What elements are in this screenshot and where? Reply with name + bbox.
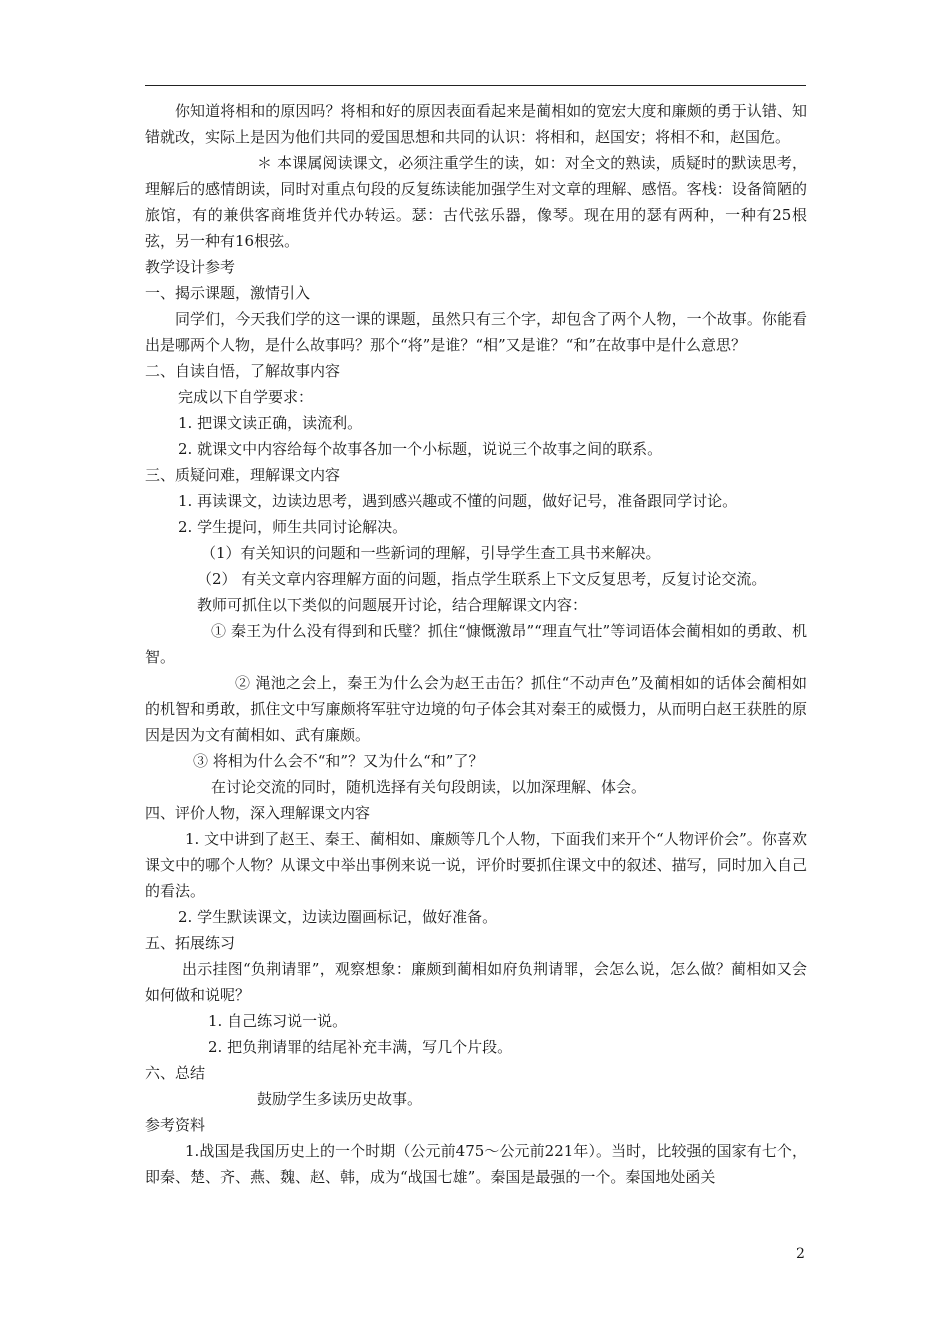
heading-5: 五、拓展练习 xyxy=(145,934,236,952)
question-item: ① 秦王为什么没有得到和氏璧？抓住“慷慨激昂”“理直气壮”等词语体会蔺相如的勇敢、机智。 xyxy=(145,622,807,666)
heading-1: 一、揭示课题，激情引入 xyxy=(145,284,311,302)
header-rule xyxy=(145,85,806,86)
heading-4: 四、评价人物，深入理解课文内容 xyxy=(145,804,371,822)
list-item: 2. 就课文中内容给每个故事各加一个小标题，说说三个故事之间的联系。 xyxy=(178,440,663,458)
list-item: 2. 学生默读课文，边读边圈画标记，做好准备。 xyxy=(178,908,498,926)
document-body xyxy=(145,98,807,1190)
paragraph-6: 鼓励学生多读历史故事。 xyxy=(257,1090,423,1108)
question-item: ② 渑池之会上，秦王为什么会为赵王击缶？抓住“不动声色”及蔺相如的话体会蔺相如的机智和勇敢，抓住文中写廉颇将军驻守边境的句子体会其对秦王的威慑力，从而明白赵王获胜的原因是因为文有蔺相如、武有廉颇。 xyxy=(145,674,807,744)
heading-2: 二、自读自悟，了解故事内容 xyxy=(145,362,341,380)
list-item: 2. 把负荆请罪的结尾补充丰满，写几个片段。 xyxy=(208,1038,513,1056)
heading-7: 参考资料 xyxy=(145,1116,206,1134)
paragraph-4: 在讨论交流的同时，随机选择有关句段朗读，以加深理解、体会。 xyxy=(211,778,647,796)
list-item: 1. 把课文读正确，读流利。 xyxy=(178,414,363,432)
paragraph-5: 出示挂图“负荆请罪”，观察想象：廉颇到蔺相如府负荆请罪，会怎么说，怎么做？蔺相如又会如何做和说呢？ xyxy=(145,960,807,1004)
list-item: 1. 自己练习说一说。 xyxy=(208,1012,348,1030)
note-paragraph: ＊ 本课属阅读课文，必须注重学生的读，如：对全文的熟读，质疑时的默读思考，理解后的感情朗读，同时对重点句段的反复练读能加强学生对文章的理解、感悟。客栈：设备简陋的旅馆，有的兼供客商堆货并代办转运。瑟：古代弦乐器，像琴。现在用的瑟有两种，一种有25根弦，另一种有16根弦。 xyxy=(145,154,807,250)
paragraph-2: 完成以下自学要求： xyxy=(178,388,314,406)
paragraph-3: 教师可抓住以下类似的问题展开讨论，结合理解课文内容： xyxy=(197,596,588,614)
heading-6: 六、总结 xyxy=(145,1064,206,1082)
intro-paragraph: 你知道将相和的原因吗？将相和好的原因表面看起来是蔺相如的宽宏大度和廉颇的勇于认错、知错就改，实际上是因为他们共同的爱国思想和共同的认识：将相和，赵国安；将相不和，赵国危。 xyxy=(145,102,807,146)
paragraph-1: 同学们，今天我们学的这一课的课题，虽然只有三个字，却包含了两个人物，一个故事。你能看出是哪两个人物，是什么故事吗？那个“将”是谁？“相”又是谁？“和”在故事中是什么意思？ xyxy=(145,310,807,354)
list-item: 1. 文中讲到了赵王、秦王、蔺相如、廉颇等几个人物，下面我们来开个“人物评价会”。你喜欢课文中的哪个人物？从课文中举出事例来说一说，评价时要抓住课文中的叙述、描写，同时加入自己的看法。 xyxy=(145,830,807,900)
list-item: 1. 再读课文，边读边思考，遇到感兴趣或不懂的问题，做好记号，准备跟同学讨论。 xyxy=(178,492,738,510)
reference-paragraph: 1.战国是我国历史上的一个时期（公元前475～公元前221年）。当时，比较强的国家有七个，即秦、楚、齐、燕、魏、赵、韩，成为“战国七雄”。秦国是最强的一个。秦国地处函关 xyxy=(145,1142,807,1186)
heading-3: 三、质疑问难，理解课文内容 xyxy=(145,466,341,484)
section-title: 教学设计参考 xyxy=(145,258,236,276)
page-number: 2 xyxy=(796,1246,805,1262)
sub-item: （1）有关知识的问题和一些新词的理解，引导学生查工具书来解决。 xyxy=(201,544,661,562)
question-item: ③ 将相为什么会不“和”？又为什么“和”了？ xyxy=(193,752,484,770)
sub-item: （2） 有关文章内容理解方面的问题，指点学生联系上下文反复思考，反复讨论交流。 xyxy=(197,570,767,588)
list-item: 2. 学生提问，师生共同讨论解决。 xyxy=(178,518,408,536)
